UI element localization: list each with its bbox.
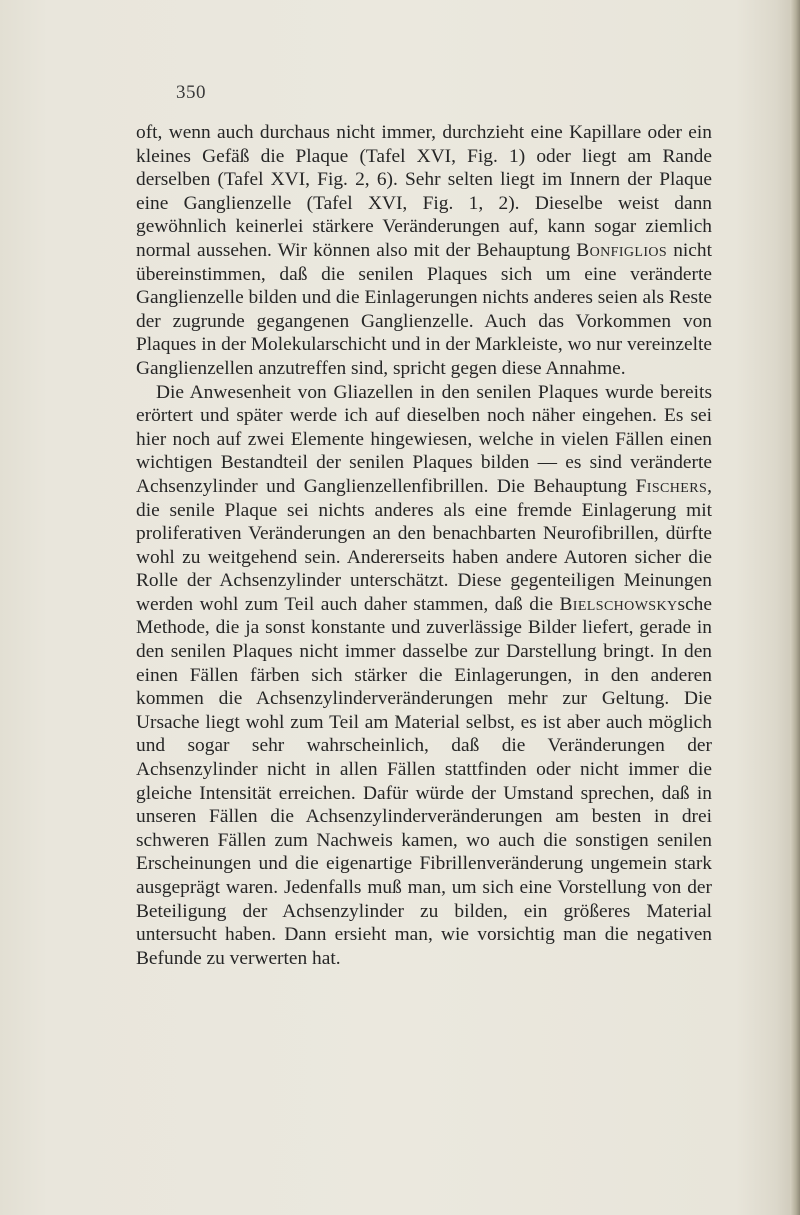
page-number: 350: [176, 82, 206, 103]
paragraph-1: [136, 121, 712, 381]
author-name-bonfiglio: Bonfiglios: [576, 239, 668, 261]
text-run: , die senile Plaque sei nichts anderes als eine fremde Einlagerung mit proliferativen Veränderungen an den benachbarten Neurofibrillen, dürfte wohl zu weitgehend sein. Andererseits haben andere Autoren sicher die Rolle der Achsenzylinder unterschätzt. Diese gegenteiligen Meinungen werden wohl zum Teil auch daher stammen, daß die: [136, 475, 712, 615]
text-run: oft, wenn auch durchaus nicht immer, durchzieht eine Kapillare oder ein kleines Gefäß die Plaque (Tafel XVI, Fig. 1) oder liegt am Rande derselben (Tafel XVI, Fig. 2, 6). Sehr selten liegt im Innern der Plaque eine Ganglienzelle (Tafel XVI, Fig. 1, 2). Dieselbe weist dann gewöhnlich keinerlei stärkere Veränderungen auf, kann sogar ziemlich normal aussehen. Wir können also mit der Behauptung: [136, 122, 712, 261]
author-name-fischer: Fischers: [635, 475, 708, 497]
text-run: Die Anwesenheit von Gliazellen in den senilen Plaques wurde bereits erörtert und später werde ich auf dieselben noch näher eingehen. Es sei hier noch auf zwei Elemente hingewiesen, welche in vielen Fällen einen wichtigen Bestandteil der senilen Plaques bilden — es sind veränderte Achsenzylinder und Ganglienzellenfibrillen. Die Behauptung: [136, 381, 712, 497]
body-text: [136, 121, 712, 970]
text-run: sche Methode, die ja sonst konstante und zuverlässige Bilder liefert, gerade in den senilen Plaques nicht immer dasselbe zur Darstellung bringt. In den einen Fällen färben sich stärker die Einlagerungen, in den anderen kommen die Achsenzylinderveränderungen mehr zur Geltung. Die Ursache liegt wohl zum Teil am Material selbst, es ist aber auch möglich und sogar sehr wahrscheinlich, daß die Veränderungen der Achsenzylinder nicht in allen Fällen stattfinden oder nicht immer die gleiche Intensität erreichen. Dafür würde der Umstand sprechen, daß in unseren Fällen die Achsenzylinderveränderungen am besten in drei schweren Fällen zum Nachweis kamen, wo auch die sonstigen senilen Erscheinungen und die eigenartige Fibrillenveränderung ungemein stark ausgeprägt waren. Jedenfalls muß man, um sich eine Vorstellung von der Beteiligung der Achsenzylinder zu bilden, ein größeres Material untersucht haben. Dann ersieht man, wie vorsichtig man die negativen Befunde zu verwerten hat.: [136, 593, 712, 969]
paragraph-2: [136, 381, 712, 971]
page-binding-edge: [790, 0, 800, 1215]
text-run: nicht übereinstimmen, daß die senilen Plaques sich um eine veränderte Ganglienzelle bilden und die Einlagerungen nichts anderes seien als Reste der zugrunde gegangenen Ganglienzelle. Auch das Vorkommen von Plaques in der Molekularschicht und in der Markleiste, wo nur vereinzelte Ganglienzellen anzutreffen sind, spricht gegen diese Annahme.: [136, 239, 712, 379]
author-name-bielschowsky: Bielschowsky: [559, 593, 678, 615]
